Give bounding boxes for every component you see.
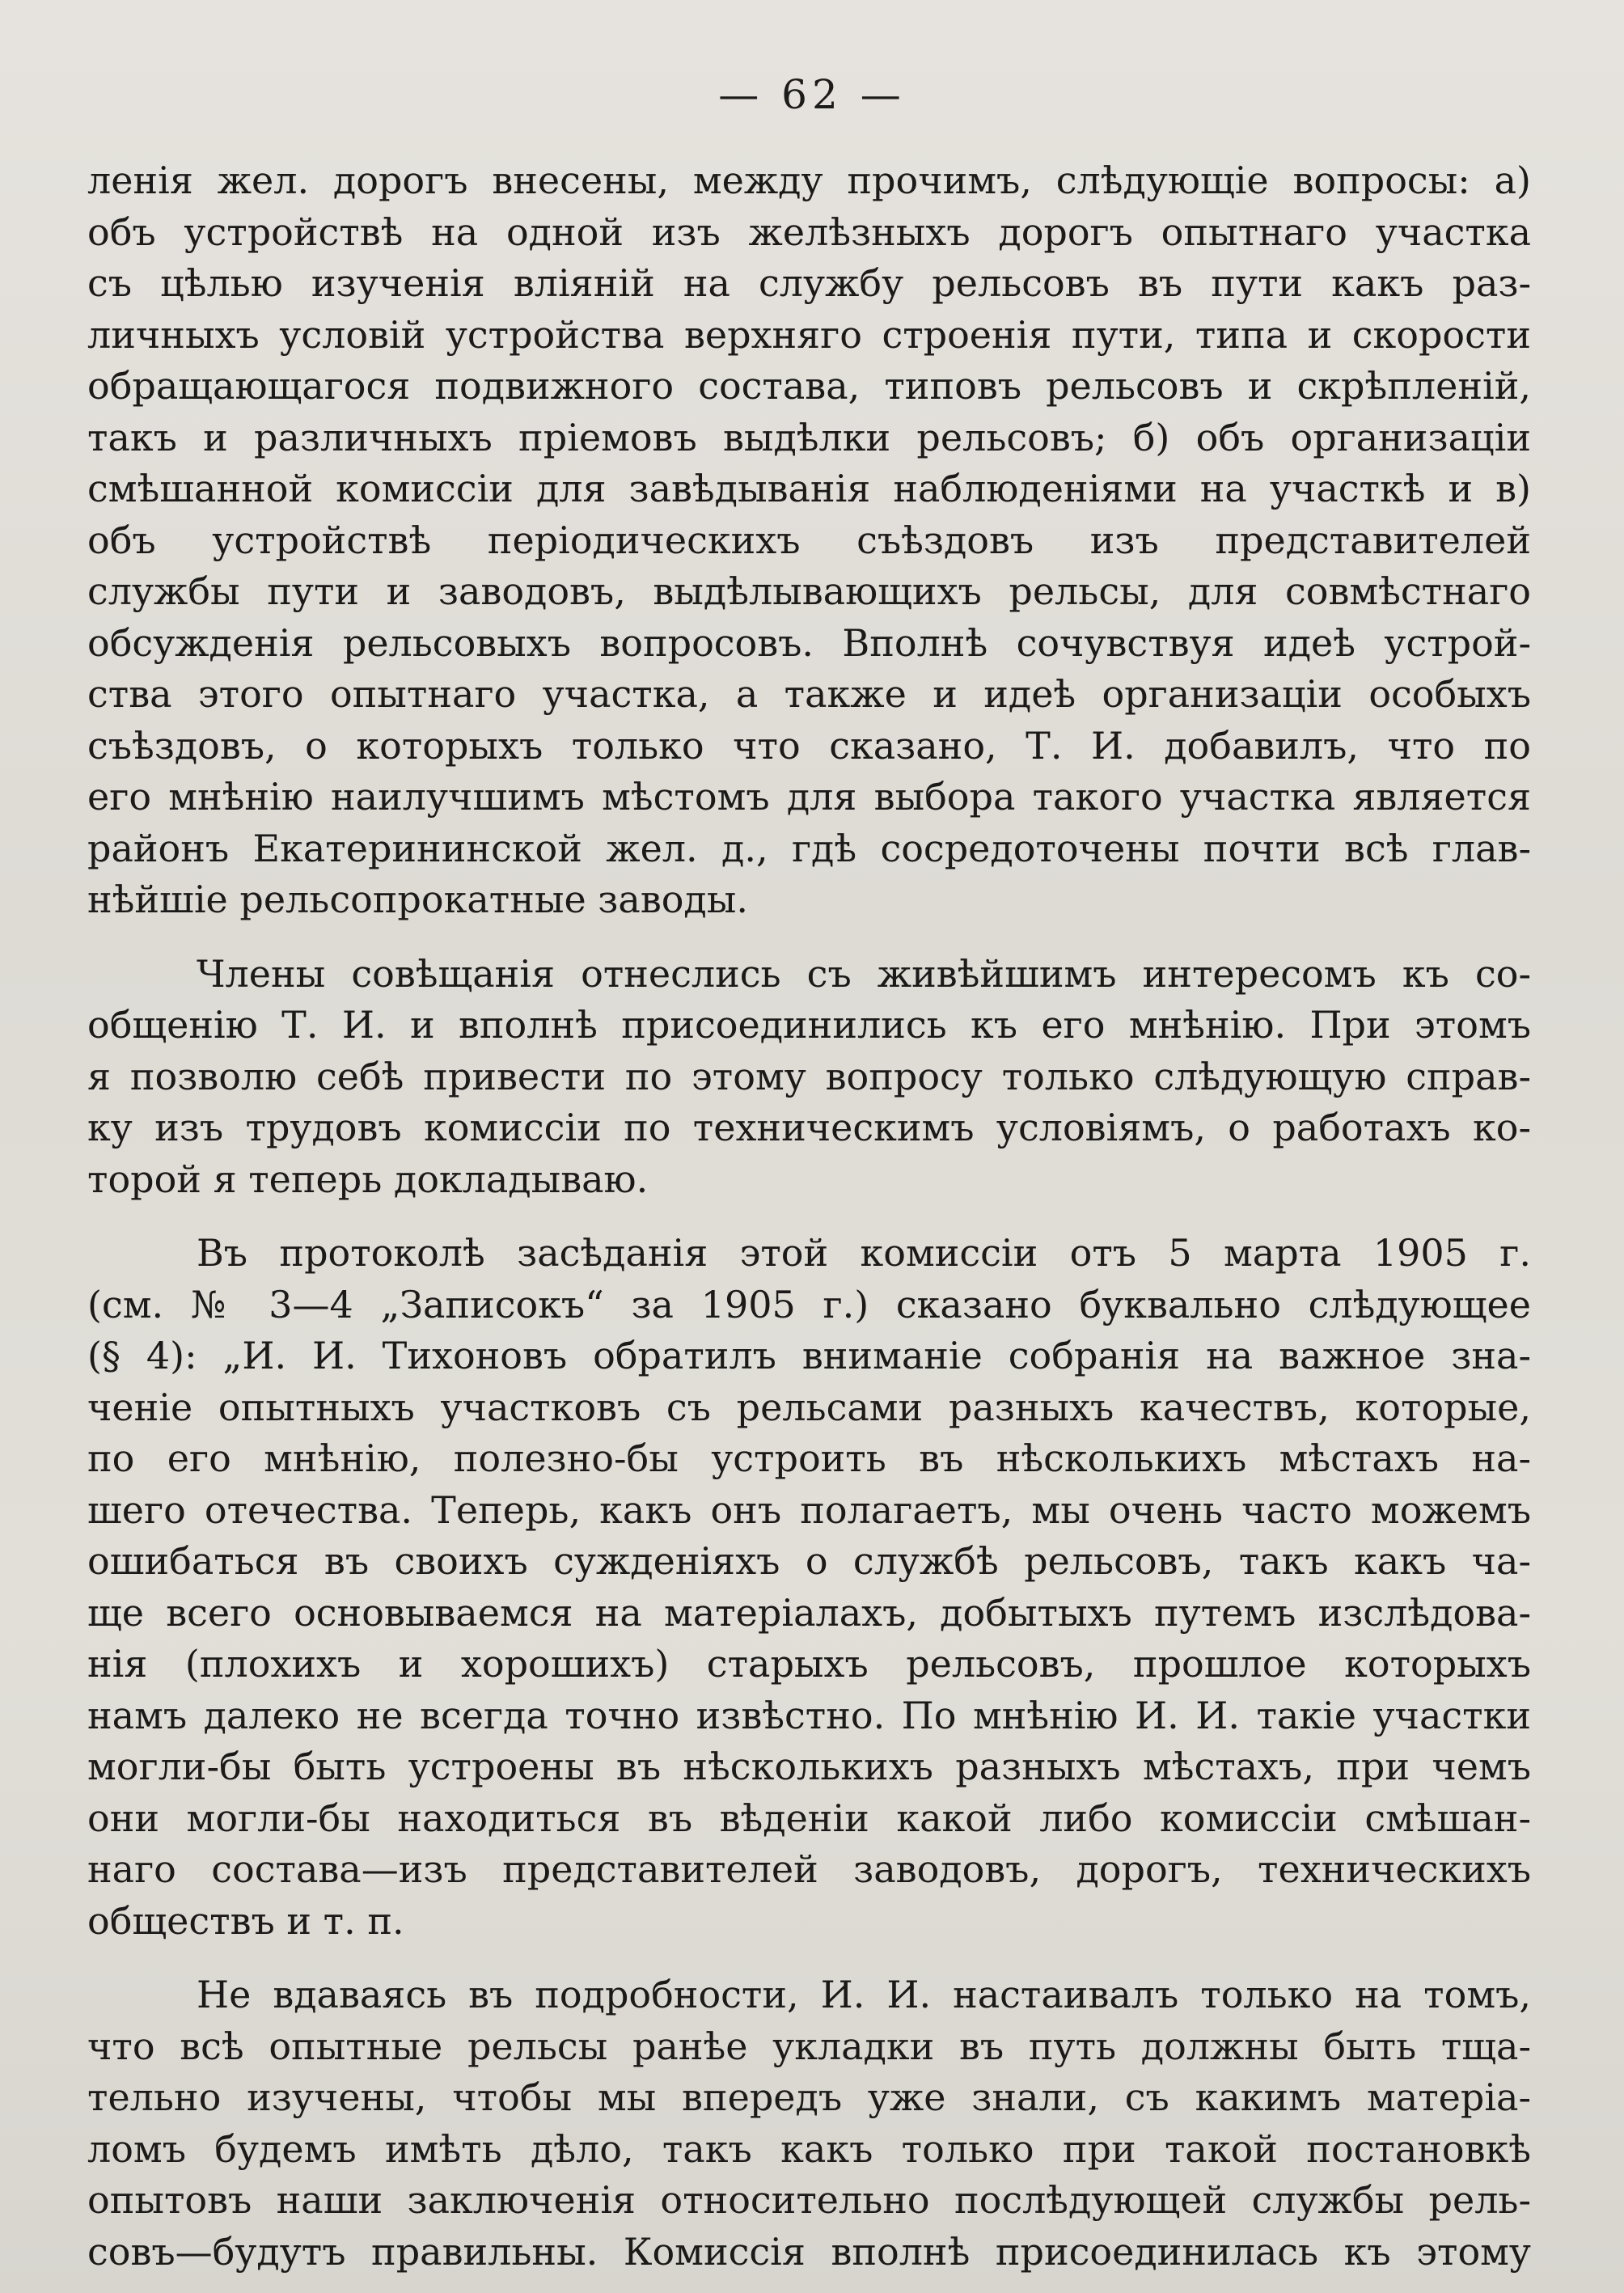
text-line: совъ—будутъ правильны. Комиссія вполнѣ присоединилась къ этому [87, 2229, 1531, 2274]
text-line: ченіе опытныхъ участковъ съ рельсами разныхъ качествъ, которые, [87, 1385, 1531, 1429]
text-line: районъ Екатерининской жел. д., гдѣ сосредоточены почти всѣ глав- [87, 826, 1531, 870]
text-line: Члены совѣщанія отнеслись съ живѣйшимъ интересомъ къ со- [197, 951, 1531, 996]
text-line: объ устройствѣ періодическихъ съѣздовъ изъ представителей [87, 518, 1531, 562]
text-line: общенію Т. И. и вполнѣ присоединились къ его мнѣнію. При этомъ [87, 1003, 1531, 1047]
text-line: (§ 4): „И. И. Тихоновъ обратилъ вниманіе собранія на важное зна- [87, 1334, 1531, 1377]
paragraph [87, 1969, 1531, 2278]
text-line: нѣйшіе рельсопрокатные заводы. [87, 878, 748, 921]
text-line: наго состава—изъ представителей заводовъ, дорогъ, техническихъ [87, 1847, 1531, 1891]
text-line: службы пути и заводовъ, выдѣлывающихъ рельсы, для совмѣстнаго [87, 569, 1531, 613]
body-text [87, 155, 1531, 2278]
text-line: объ устройствѣ на одной изъ желѣзныхъ дорогъ опытнаго участка [87, 209, 1531, 254]
text-line: смѣшанной комиссіи для завѣдыванія наблюденіями на участкѣ и в) [87, 467, 1531, 510]
text-line: тельно изучены, чтобы мы впередъ уже знали, съ какимъ матеріа- [87, 2075, 1531, 2119]
text-line: обращающагося подвижного состава, типовъ рельсовъ и скрѣпленій, [87, 364, 1531, 408]
text-line: ошибаться въ своихъ сужденіяхъ о службѣ рельсовъ, такъ какъ ча- [87, 1539, 1531, 1583]
text-line: ленія жел. дорогъ внесены, между прочимъ, слѣдующіе вопросы: а) [87, 159, 1531, 202]
text-line: Не вдаваясь въ подробности, И. И. настаивалъ только на томъ, [197, 1973, 1531, 2016]
text-line: намъ далеко не всегда точно извѣстно. По мнѣнію И. И. такіе участки [87, 1693, 1531, 1737]
paragraph [87, 1228, 1531, 1947]
text-line: обсужденія рельсовыхъ вопросовъ. Вполнѣ сочувствуя идеѣ устрой- [87, 620, 1531, 665]
text-line: такъ и различныхъ пріемовъ выдѣлки рельсовъ; б) объ организаціи [87, 415, 1531, 459]
text-line: я позволю себѣ привести по этому вопросу только слѣдующую справ- [87, 1054, 1531, 1098]
text-line: опытовъ наши заключенія относительно послѣдующей службы рель- [87, 2178, 1531, 2222]
paragraph [87, 949, 1531, 1206]
text-line: личныхъ условій устройства верхняго строенія пути, типа и скорости [87, 312, 1531, 357]
text-line: обществъ и т. п. [87, 1898, 404, 1943]
text-line: шего отечества. Теперь, какъ онъ полагаетъ, мы очень часто можемъ [87, 1487, 1531, 1532]
text-line: съѣздовъ, о которыхъ только что сказано, Т. И. добавилъ, что по [87, 723, 1531, 768]
text-line: съ цѣлью изученія вліяній на службу рельсовъ въ пути какъ раз- [87, 261, 1531, 305]
text-line: могли-бы быть устроены въ нѣсколькихъ разныхъ мѣстахъ, при чемъ [87, 1745, 1531, 1788]
text-line: (см. № 3—4 „Записокъ“ за 1905 г.) сказано буквально слѣдующее [87, 1282, 1531, 1326]
text-line: что всѣ опытные рельсы ранѣе укладки въ путь должны быть тща- [87, 2024, 1531, 2068]
paragraph [87, 155, 1531, 926]
text-line: они могли-бы находиться въ вѣденіи какой либо комиссіи смѣшан- [87, 1796, 1531, 1840]
text-line: нія (плохихъ и хорошихъ) старыхъ рельсовъ, прошлое которыхъ [87, 1642, 1531, 1686]
text-line: торой я теперь докладываю. [87, 1157, 649, 1201]
text-line: его мнѣнію наилучшимъ мѣстомъ для выбора такого участка является [87, 775, 1531, 819]
text-line: ку изъ трудовъ комиссіи по техническимъ условіямъ, о работахъ ко- [87, 1106, 1531, 1149]
page-number: — 62 — [718, 71, 906, 118]
text-line: Въ протоколѣ засѣданія этой комиссіи отъ 5 марта 1905 г. [197, 1231, 1531, 1275]
text-line: ще всего основываемся на матеріалахъ, добытыхъ путемъ изслѣдова- [87, 1590, 1531, 1635]
text-line: по его мнѣнію, полезно-бы устроить въ нѣсколькихъ мѣстахъ на- [87, 1436, 1531, 1480]
text-line: ства этого опытнаго участка, а также и идеѣ организаціи особыхъ [87, 672, 1531, 716]
text-line: ломъ будемъ имѣть дѣло, такъ какъ только при такой постановкѣ [87, 2126, 1531, 2171]
